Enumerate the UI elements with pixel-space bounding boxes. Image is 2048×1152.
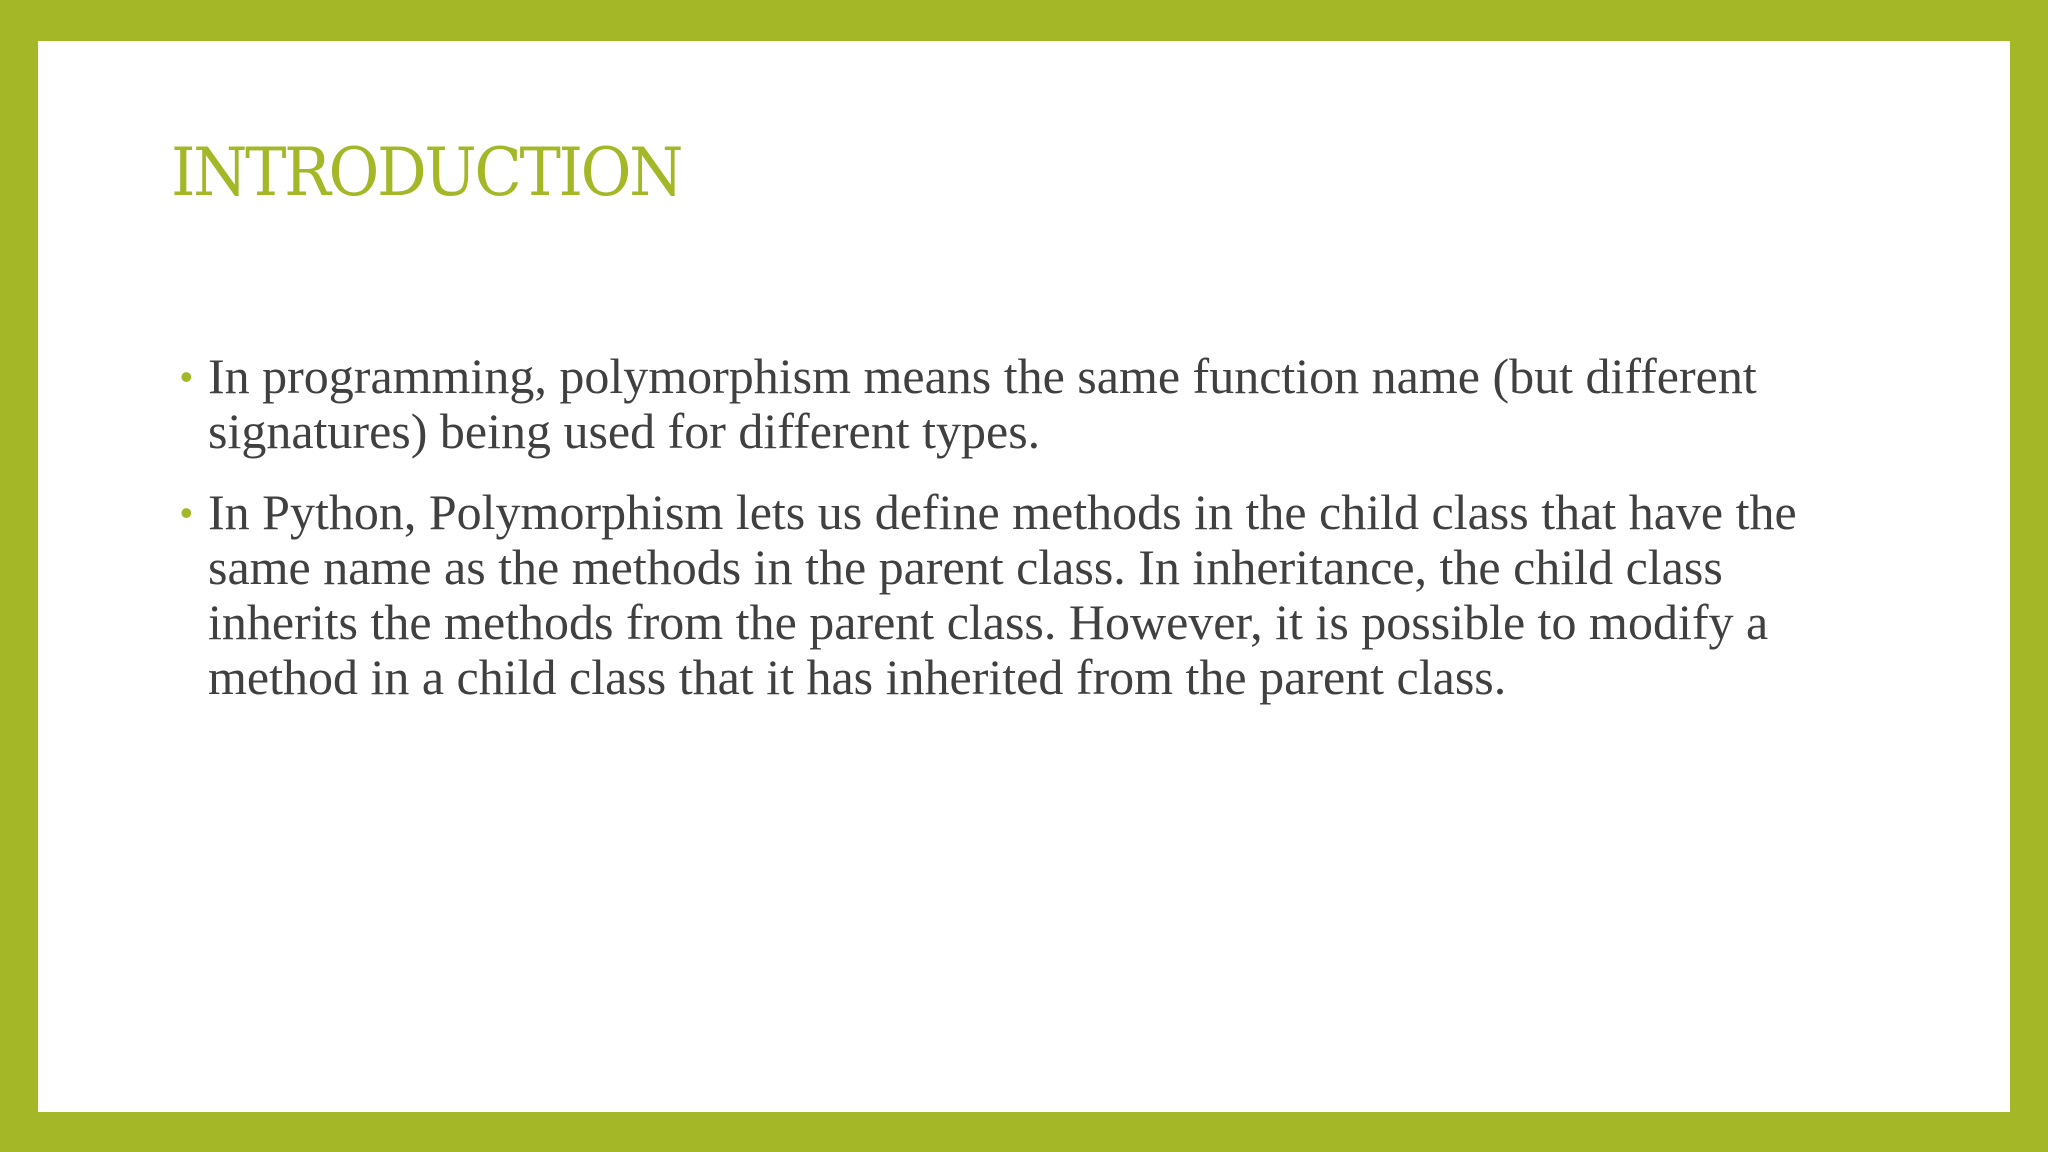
bullet-marker: • <box>180 492 193 533</box>
bullet-marker: • <box>180 356 193 397</box>
bullet-text: In programming, polymorphism means the same function name (but different signatures) being used for different types. <box>208 348 1757 459</box>
bullet-list <box>180 348 1848 731</box>
bullet-text: In Python, Polymorphism lets us define methods in the child class that have the same name as the methods in the parent class. In inheritance, the child class inherits the methods from the parent class. However, it is possible to modify a method in a child class that it has inherited from the parent class. <box>208 484 1797 705</box>
slide-title: INTRODUCTION <box>171 134 682 211</box>
list-item <box>180 484 1848 705</box>
list-item <box>180 348 1848 459</box>
